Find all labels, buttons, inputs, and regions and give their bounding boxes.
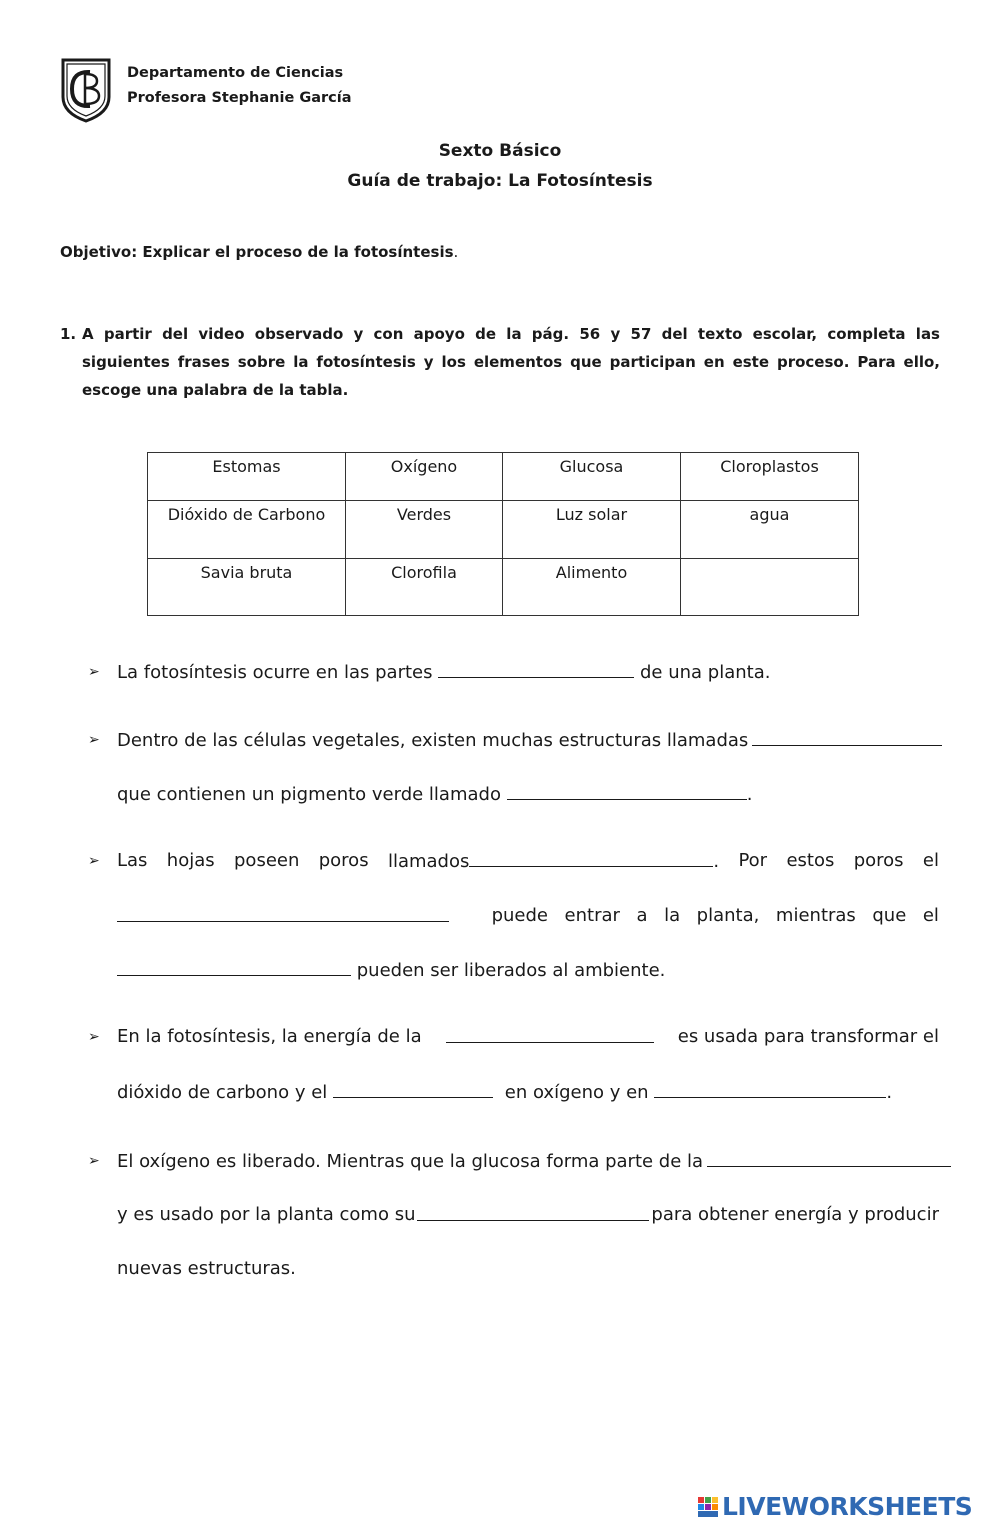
objective-period: .: [453, 243, 459, 261]
table-cell: Cloroplastos: [681, 453, 859, 501]
sentence-3-line-3: [117, 958, 939, 983]
sentence-text: El oxígeno es liberado. Mientras que la glucosa forma parte de la: [117, 1151, 704, 1172]
answer-blank-8[interactable]: [333, 1080, 493, 1098]
answer-blank-11[interactable]: [417, 1203, 649, 1221]
question-1: [60, 320, 940, 404]
table-cell: Verdes: [346, 501, 503, 559]
guide-title: Guía de trabajo: La Fotosíntesis: [347, 171, 653, 191]
table-cell: Estomas: [148, 453, 346, 501]
liveworksheets-brand-text: LIVEWORKSHEETS: [722, 1492, 973, 1521]
liveworksheets-watermark: [698, 1492, 972, 1521]
sentence-text: La fotosíntesis ocurre en las partes: [117, 662, 433, 683]
table-row: [148, 559, 859, 616]
table-row: [148, 453, 859, 501]
sentence-text: Dentro de las células vegetales, existen muchas estructuras llamadas: [117, 730, 749, 751]
table-cell: agua: [681, 501, 859, 559]
answer-blank-5[interactable]: [117, 904, 449, 922]
sentence-3-line-1: [117, 849, 939, 874]
liveworksheets-logo-icon: [698, 1495, 720, 1519]
word-bank-table: [147, 452, 859, 616]
teacher-name: Profesora Stephanie García: [127, 90, 352, 106]
department-header: [127, 61, 352, 111]
table-cell: Alimento: [503, 559, 681, 616]
sentence-2-line-2: [117, 782, 939, 807]
sentence-text: .: [746, 784, 753, 805]
sentence-5-line-3: [117, 1257, 939, 1281]
sentence-text: dióxido de carbono y el: [117, 1082, 328, 1103]
answer-blank-4[interactable]: [469, 849, 713, 867]
sentence-text: es usada para transformar el: [677, 1026, 939, 1047]
word: la: [664, 905, 681, 926]
word: poros: [853, 850, 904, 871]
word: planta,: [696, 905, 760, 926]
sentence-4-line-1: [117, 1025, 939, 1049]
arrow-bullet-icon: ➢: [88, 853, 100, 869]
table-cell: Clorofila: [346, 559, 503, 616]
arrow-bullet-icon: ➢: [88, 1153, 100, 1169]
arrow-bullet-icon: ➢: [88, 1029, 100, 1045]
objective: [60, 243, 458, 261]
word: el: [922, 850, 939, 871]
arrow-bullet-icon: ➢: [88, 732, 100, 748]
sentence-4-line-2: [117, 1080, 939, 1105]
objective-text: Objetivo: Explicar el proceso de la fotosíntesis: [60, 243, 454, 261]
sentence-text: nuevas estructuras.: [117, 1258, 296, 1279]
answer-blank-6[interactable]: [117, 958, 351, 976]
table-cell: Dióxido de Carbono: [148, 501, 346, 559]
word: el: [922, 905, 939, 926]
answer-blank-3[interactable]: [507, 782, 747, 800]
word: Por: [738, 850, 768, 871]
word: llamados: [387, 851, 470, 872]
arrow-bullet-icon: ➢: [88, 664, 100, 680]
word: estos: [786, 850, 835, 871]
answer-blank-7[interactable]: [446, 1025, 654, 1043]
sentence-text: y es usado por la planta como su: [117, 1204, 416, 1225]
word: poros: [318, 850, 369, 871]
sentence-text: de una planta.: [639, 662, 771, 683]
word: poseen: [234, 850, 300, 871]
word: puede: [491, 905, 548, 926]
sentence-3-line-2: [117, 904, 939, 928]
table-cell: [681, 559, 859, 616]
answer-blank-1[interactable]: [438, 660, 634, 678]
table-row: [148, 501, 859, 559]
department-name: Departamento de Ciencias: [127, 65, 344, 81]
school-crest-logo: [60, 57, 112, 123]
table-cell: Savia bruta: [148, 559, 346, 616]
grade-title: Sexto Básico: [438, 141, 562, 161]
sentence-text: que contienen un pigmento verde llamado: [117, 784, 501, 805]
table-cell: Oxígeno: [346, 453, 503, 501]
question-instructions: A partir del video observado y con apoyo de la pág. 56 y 57 del texto escolar, completa las siguientes frases sobre la fotosíntesis y los elementos que participan en este proceso. Para ello, escoge una palabra de la tabla.: [82, 325, 940, 399]
word: mientras: [775, 905, 856, 926]
sentence-5-line-1: [117, 1149, 939, 1174]
table-cell: Luz solar: [503, 501, 681, 559]
sentence-text: En la fotosíntesis, la energía de la: [117, 1026, 422, 1047]
word: que: [872, 905, 907, 926]
answer-blank-10[interactable]: [707, 1149, 951, 1167]
table-cell: Glucosa: [503, 453, 681, 501]
word: a: [636, 905, 648, 926]
answer-blank-2[interactable]: [752, 728, 942, 746]
sentence-text: pueden ser liberados al ambiente.: [356, 960, 666, 981]
sentence-text: para obtener energía y producir: [651, 1204, 939, 1225]
sentence-1: [117, 660, 939, 685]
word-with-blank: [388, 849, 719, 874]
word: Las: [117, 850, 148, 871]
sentence-2-line-1: [117, 728, 939, 753]
sentence-text: en oxígeno y en: [504, 1082, 649, 1103]
question-number: 1.: [60, 325, 77, 343]
answer-blank-9[interactable]: [654, 1080, 886, 1098]
word: hojas: [166, 850, 215, 871]
word: entrar: [564, 905, 620, 926]
word: .: [713, 851, 720, 872]
sentence-5-line-2: [117, 1203, 939, 1227]
sentence-text: .: [886, 1082, 893, 1103]
